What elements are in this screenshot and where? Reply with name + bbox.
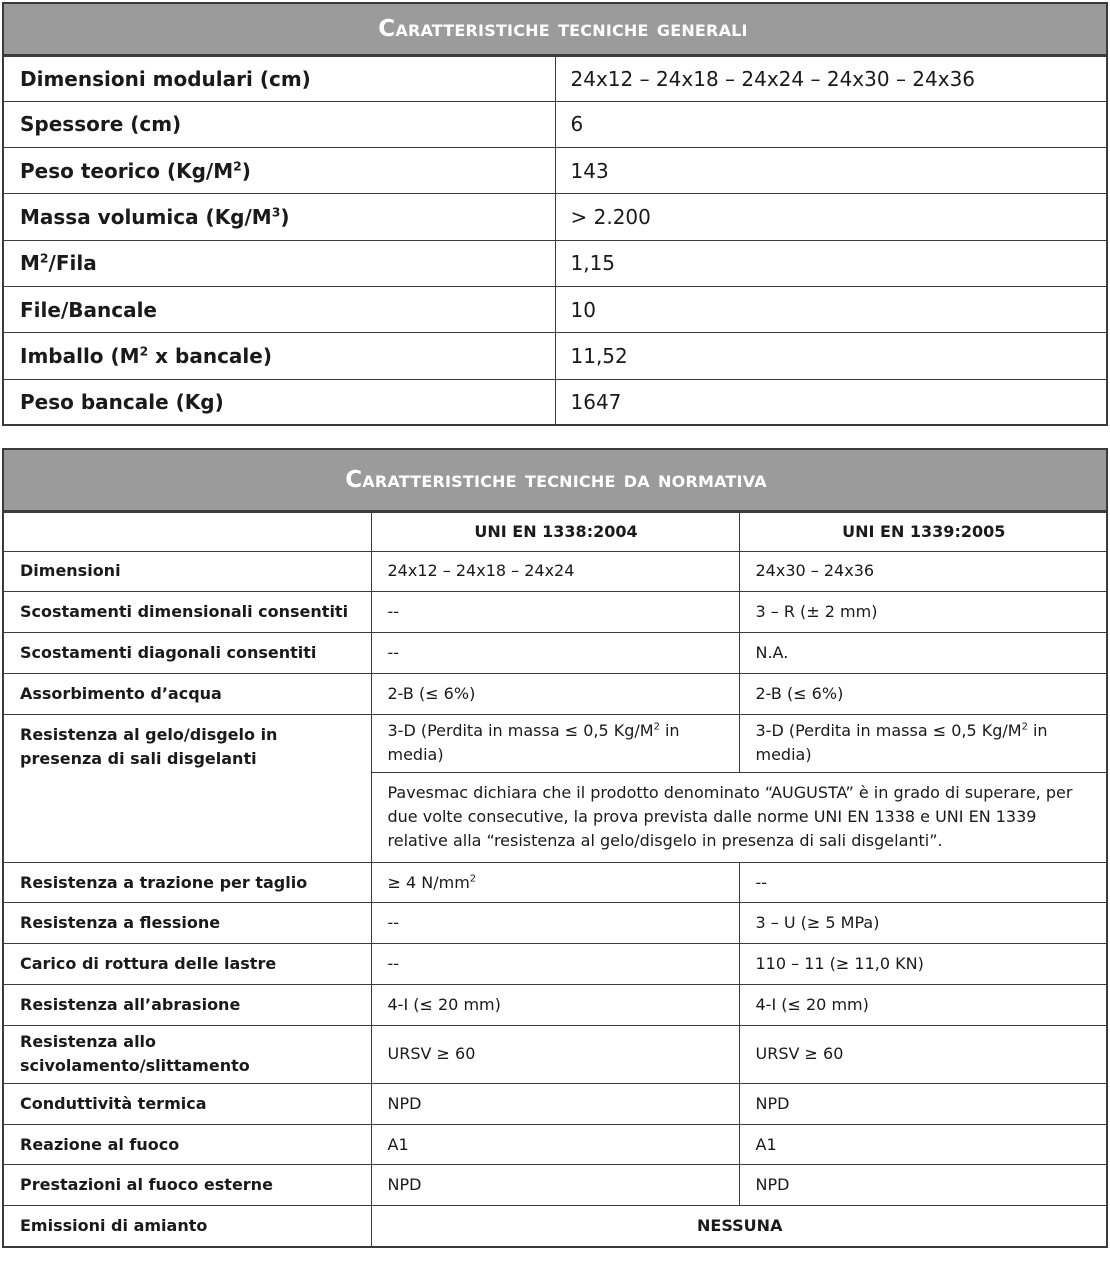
spec-value-1339: NPD xyxy=(739,1165,1107,1206)
normative-specs-title: Caratteristiche tecniche da normativa xyxy=(3,449,1107,511)
spec-value-1338: NPD xyxy=(371,1165,739,1206)
spec-value-1338: 4-I (≤ 20 mm) xyxy=(371,985,739,1026)
spec-value-1339: 24x30 – 24x36 xyxy=(739,551,1107,592)
table-row xyxy=(3,1206,1107,1247)
spec-value: 11,52 xyxy=(555,333,1107,379)
general-specs-title: Caratteristiche tecniche generali xyxy=(3,3,1107,55)
spec-value-1338: NPD xyxy=(371,1083,739,1124)
spec-value-1338: 24x12 – 24x18 – 24x24 xyxy=(371,551,739,592)
spec-label: Reazione al fuoco xyxy=(3,1124,371,1165)
spec-value-1338: -- xyxy=(371,944,739,985)
spec-label: Spessore (cm) xyxy=(3,101,555,147)
table-row xyxy=(3,862,1107,903)
table-row xyxy=(3,194,1107,240)
spec-value-1338: URSV ≥ 60 xyxy=(371,1025,739,1083)
spec-value-1339: N.A. xyxy=(739,633,1107,674)
table-row xyxy=(3,148,1107,194)
general-specs-table xyxy=(2,2,1108,426)
spec-value-1338: ≥ 4 $N/mm^2$ xyxy=(371,862,739,903)
column-header-row xyxy=(3,511,1107,551)
table-row xyxy=(3,1124,1107,1165)
frost-note: Pavesmac dichiara che il prodotto denominato “AUGUSTA” è in grado di superare, per due volte consecutive, la prova prevista dalle norme UNI EN 1338 e UNI EN 1339 relative alla “resistenza al gelo/disgelo in presenza di sali disgelanti”. xyxy=(371,772,1107,862)
spec-value-1339: 2-B (≤ 6%) xyxy=(739,673,1107,714)
spec-value-1339: NPD xyxy=(739,1083,1107,1124)
table-row xyxy=(3,592,1107,633)
spec-value: 6 xyxy=(555,101,1107,147)
spec-label: Assorbimento d’acqua xyxy=(3,673,371,714)
spec-label: Dimensioni xyxy=(3,551,371,592)
table-row xyxy=(3,379,1107,425)
spec-label: Resistenza al gelo/disgelo in presenza di sali disgelanti xyxy=(3,714,371,862)
spec-value-1338: 3-D (Perdita in massa ≤ 0,5 $Kg/M^2$ in media) xyxy=(371,714,739,772)
spec-value: 24x12 – 24x18 – 24x24 – 24x30 – 24x36 xyxy=(555,55,1107,101)
spec-label: Resistenza a trazione per taglio xyxy=(3,862,371,903)
spec-value: > 2.200 xyxy=(555,194,1107,240)
spec-label: Resistenza allo scivolamento/slittamento xyxy=(3,1025,371,1083)
spec-value-1338: -- xyxy=(371,633,739,674)
spec-value-1339: 110 – 11 (≥ 11,0 KN) xyxy=(739,944,1107,985)
spec-label: $M^2$/Fila xyxy=(3,240,555,286)
table-row xyxy=(3,944,1107,985)
spec-label: Dimensioni modulari (cm) xyxy=(3,55,555,101)
spec-label: Peso bancale (Kg) xyxy=(3,379,555,425)
spec-value: 1,15 xyxy=(555,240,1107,286)
spec-label: Emissioni di amianto xyxy=(3,1206,371,1247)
spec-value: 143 xyxy=(555,148,1107,194)
table-row xyxy=(3,1025,1107,1083)
table-row xyxy=(3,286,1107,332)
spec-value-1339: URSV ≥ 60 xyxy=(739,1025,1107,1083)
table-row xyxy=(3,101,1107,147)
table-row xyxy=(3,55,1107,101)
table-row xyxy=(3,333,1107,379)
table-row xyxy=(3,551,1107,592)
table-row xyxy=(3,985,1107,1026)
spec-value-1339: A1 xyxy=(739,1124,1107,1165)
empty-header-cell xyxy=(3,511,371,551)
spec-label: Prestazioni al fuoco esterne xyxy=(3,1165,371,1206)
spec-label: Imballo ($M^2$ x bancale) xyxy=(3,333,555,379)
column-header-uni-en-1339: UNI EN 1339:2005 xyxy=(739,511,1107,551)
spec-value-1339: 3 – R (± 2 mm) xyxy=(739,592,1107,633)
table-row xyxy=(3,1165,1107,1206)
spec-label: Peso teorico $(Kg/M^2)$ xyxy=(3,148,555,194)
table-row xyxy=(3,903,1107,944)
spec-label: Resistenza a flessione xyxy=(3,903,371,944)
column-header-uni-en-1338: UNI EN 1338:2004 xyxy=(371,511,739,551)
table-row xyxy=(3,673,1107,714)
spec-value: 10 xyxy=(555,286,1107,332)
spec-value-1338: -- xyxy=(371,903,739,944)
spec-label: Scostamenti dimensionali consentiti xyxy=(3,592,371,633)
spec-label: Massa volumica $(Kg/M^3)$ xyxy=(3,194,555,240)
spec-label: Carico di rottura delle lastre xyxy=(3,944,371,985)
spec-value-1339: 4-I (≤ 20 mm) xyxy=(739,985,1107,1026)
asbestos-value: NESSUNA xyxy=(371,1206,1107,1247)
spec-label: Conduttività termica xyxy=(3,1083,371,1124)
spec-value: 1647 xyxy=(555,379,1107,425)
table-row xyxy=(3,1083,1107,1124)
table-row xyxy=(3,714,1107,772)
table-row xyxy=(3,240,1107,286)
spec-value-1339: 3 – U (≥ 5 MPa) xyxy=(739,903,1107,944)
spec-label: Resistenza all’abrasione xyxy=(3,985,371,1026)
spec-value-1339: -- xyxy=(739,862,1107,903)
spec-value-1339: 3-D (Perdita in massa ≤ 0,5 $Kg/M^2$ in media) xyxy=(739,714,1107,772)
spec-label: Scostamenti diagonali consentiti xyxy=(3,633,371,674)
spec-value-1338: -- xyxy=(371,592,739,633)
spec-value-1338: A1 xyxy=(371,1124,739,1165)
normative-specs-table xyxy=(2,448,1108,1248)
spec-label: File/Bancale xyxy=(3,286,555,332)
spec-value-1338: 2-B (≤ 6%) xyxy=(371,673,739,714)
table-row xyxy=(3,633,1107,674)
